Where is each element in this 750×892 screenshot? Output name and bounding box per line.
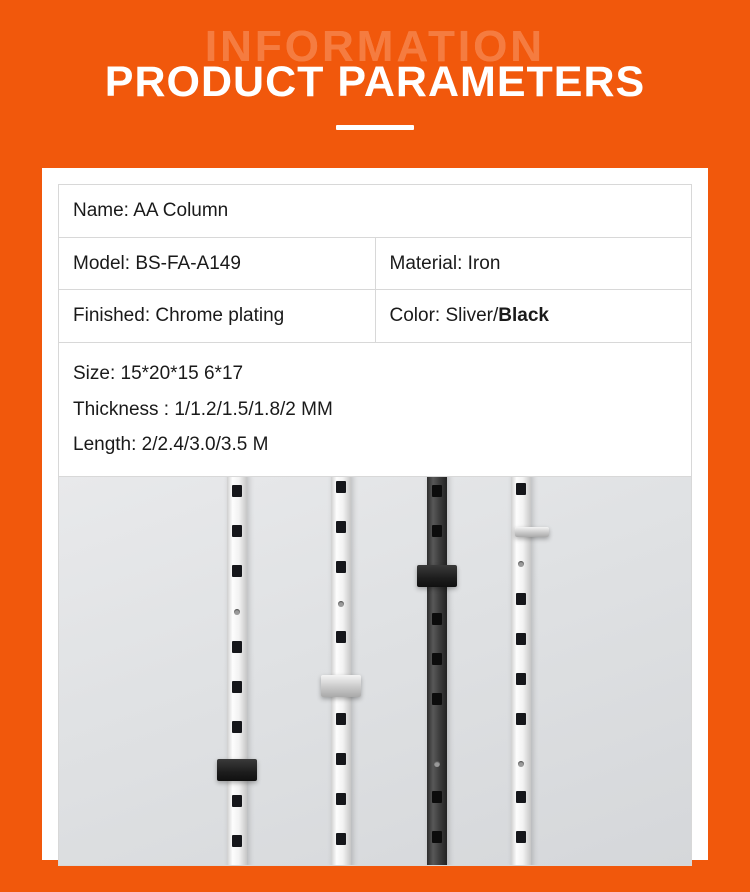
product-column-silver-2 xyxy=(331,476,351,866)
table-row xyxy=(59,290,692,343)
spec-cell-color xyxy=(375,290,692,343)
spec-value-black: Black xyxy=(498,305,549,327)
spec-size: Size: 15*20*15 6*17 xyxy=(73,362,244,384)
spec-cell-finished xyxy=(59,290,376,343)
spec-cell-name xyxy=(59,185,692,238)
spec-label: Finished: xyxy=(73,305,151,327)
spec-label: Name: xyxy=(73,200,129,221)
bracket-silver-1 xyxy=(321,675,361,697)
spec-thickness: Thickness : 1/1.2/1.5/1.8/2 MM xyxy=(73,398,333,420)
watermark-text: INFORMATION xyxy=(204,22,546,71)
spec-label: Material: xyxy=(389,252,463,274)
page-header xyxy=(0,0,750,162)
spec-cell-model xyxy=(59,237,376,290)
spec-cell-material xyxy=(375,237,692,290)
spec-value: Chrome plating xyxy=(155,305,285,327)
spec-label: Model: xyxy=(73,252,131,274)
page-title: PRODUCT PARAMETERS xyxy=(104,58,646,106)
table-row xyxy=(59,237,692,290)
spec-value: AA Column xyxy=(133,200,229,221)
table-row xyxy=(59,342,692,476)
bracket-silver-2 xyxy=(515,527,549,537)
bracket-black-2 xyxy=(417,565,457,587)
bracket-black-1 xyxy=(217,759,257,781)
table-row xyxy=(59,185,692,238)
product-column-silver-1 xyxy=(227,476,247,866)
spec-value-silver: Sliver/ xyxy=(445,305,499,327)
product-photo xyxy=(58,476,692,866)
spec-cell-dimensions xyxy=(59,342,692,476)
spec-value: Iron xyxy=(467,252,501,274)
spec-length: Length: 2/2.4/3.0/3.5 M xyxy=(73,434,269,456)
product-column-black xyxy=(427,476,447,866)
title-underline xyxy=(336,125,414,130)
spec-table xyxy=(58,184,692,477)
spec-value: BS-FA-A149 xyxy=(135,252,241,274)
spec-card xyxy=(42,168,708,860)
spec-label: Color: xyxy=(389,305,441,327)
